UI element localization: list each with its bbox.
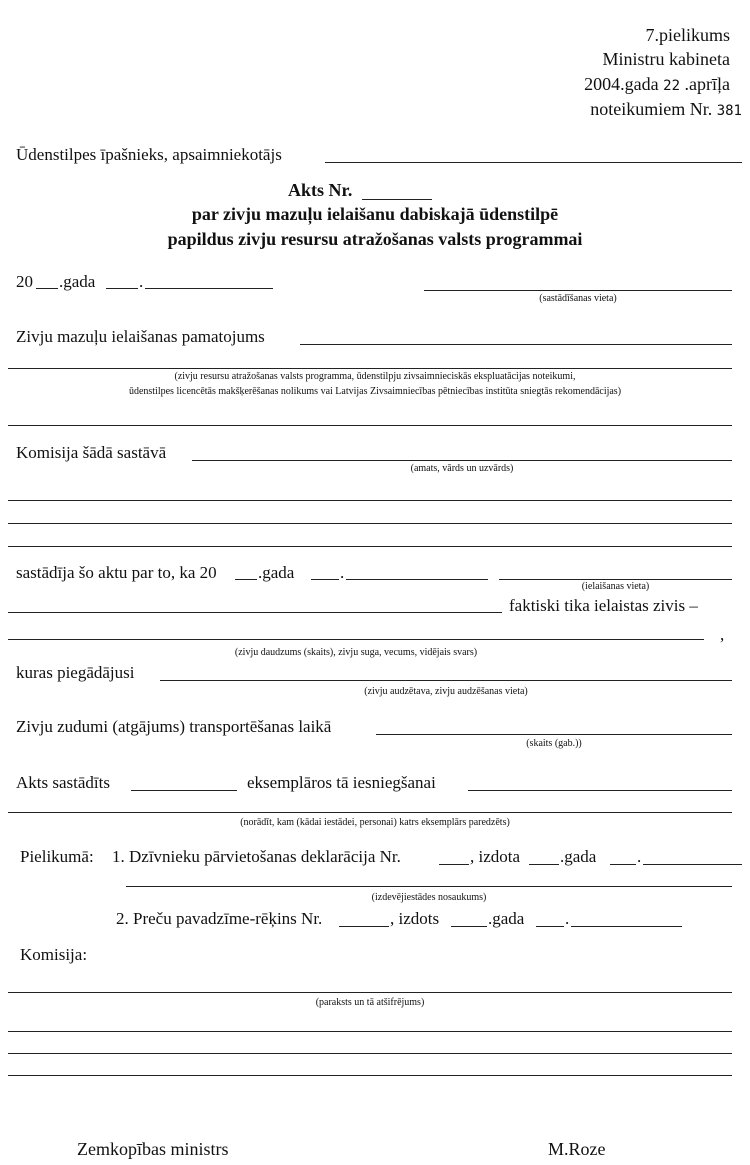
losses-field[interactable] bbox=[376, 734, 732, 735]
supplied-field[interactable] bbox=[160, 680, 732, 681]
annex-regulation-label: noteikumiem Nr. bbox=[590, 99, 713, 119]
basis-field[interactable] bbox=[300, 344, 732, 345]
declaration-month-field[interactable] bbox=[643, 864, 742, 865]
signature-field-2[interactable] bbox=[8, 1031, 732, 1032]
copies-count-field[interactable] bbox=[131, 790, 237, 791]
commission-hint: (amats, vārds un uzvārds) bbox=[410, 463, 514, 474]
date-gada: .gada bbox=[59, 272, 96, 291]
copies-label-b: eksemplāros tā iesniegšanai bbox=[247, 773, 436, 792]
released-field[interactable] bbox=[8, 612, 502, 613]
attachment-2-izdots: , izdots bbox=[390, 909, 440, 928]
annex-regulation bbox=[590, 100, 742, 118]
attachment-1-dot: . bbox=[637, 847, 642, 866]
date-year-field[interactable] bbox=[36, 288, 58, 289]
invoice-year-field[interactable] bbox=[451, 926, 487, 927]
annex-number: 7.pielikums bbox=[645, 25, 730, 45]
compiled-dot: . bbox=[340, 563, 345, 582]
basis-hint-2: ūdenstilpes licencētās makšķerēšanas nolikums vai Latvijas Zivsaimniecības pētniecības institūta sniegtās rekomendācijas) bbox=[128, 386, 622, 397]
compiled-year-field[interactable] bbox=[235, 579, 257, 580]
released-text: faktiski tika ielaistas zivis – bbox=[509, 596, 698, 615]
annex-regulation-number: 381 bbox=[716, 103, 742, 119]
attachment-2-text: 2. Preču pavadzīme-rēķins Nr. bbox=[116, 909, 323, 928]
declaration-day-field[interactable] bbox=[610, 864, 636, 865]
signature-field-4[interactable] bbox=[8, 1075, 732, 1076]
copies-recipient-field-2[interactable] bbox=[8, 812, 732, 813]
attachment-2-dot: . bbox=[565, 909, 570, 928]
attachment-1-izdota: , izdota bbox=[470, 847, 521, 866]
annex-cabinet: Ministru kabineta bbox=[602, 49, 730, 69]
invoice-day-field[interactable] bbox=[536, 926, 564, 927]
compiled-month-field[interactable] bbox=[346, 579, 488, 580]
compiled-gada: .gada bbox=[258, 563, 295, 582]
minister-title: Zemkopības ministrs bbox=[77, 1139, 229, 1159]
compiled-text: sastādīja šo aktu par to, ka 20 bbox=[16, 563, 217, 582]
copies-label-a: Akts sastādīts bbox=[16, 773, 110, 792]
basis-field-3[interactable] bbox=[8, 425, 732, 426]
commission-label: Komisija šādā sastāvā bbox=[16, 443, 167, 462]
attachment-1-gada: .gada bbox=[560, 847, 597, 866]
losses-label: Zivju zudumi (atgājums) transportēšanas laikā bbox=[16, 717, 332, 736]
commission-field-3[interactable] bbox=[8, 523, 732, 524]
losses-hint: (skaits (gab.)) bbox=[526, 738, 582, 749]
attachment-2-gada: .gada bbox=[488, 909, 525, 928]
release-place-hint: (ielaišanas vieta) bbox=[581, 581, 650, 592]
date-month-field[interactable] bbox=[145, 288, 273, 289]
signature-field-3[interactable] bbox=[8, 1053, 732, 1054]
copies-recipient-field[interactable] bbox=[468, 790, 732, 791]
signature-hint: (paraksts un tā atšifrējums) bbox=[315, 997, 425, 1008]
signature-field-1[interactable] bbox=[8, 992, 732, 993]
supplied-hint: (zivju audzētava, zivju audzēšanas vieta) bbox=[364, 686, 528, 697]
basis-field-2[interactable] bbox=[8, 368, 732, 369]
declaration-year-field[interactable] bbox=[529, 864, 559, 865]
fish-comma: , bbox=[720, 625, 725, 644]
fish-hint: (zivju daudzums (skaits), zivju suga, vecums, vidējais svars) bbox=[234, 647, 478, 658]
commission-sign-label: Komisija: bbox=[20, 945, 88, 964]
supplied-label: kuras piegādājusi bbox=[16, 663, 135, 682]
minister-name: M.Roze bbox=[548, 1139, 606, 1159]
annex-date-day: 22 bbox=[663, 78, 681, 94]
attachment-1-text: 1. Dzīvnieku pārvietošanas deklarācija Nr. bbox=[112, 847, 401, 866]
invoice-number-field[interactable] bbox=[339, 926, 389, 927]
title-line2: par zivju mazuļu ielaišanu dabiskajā ūdenstilpē bbox=[191, 204, 559, 224]
owner-label: Ūdenstilpes īpašnieks, apsaimniekotājs bbox=[16, 145, 282, 164]
fish-details-field[interactable] bbox=[8, 639, 704, 640]
annex-date-year: 2004.gada bbox=[584, 74, 659, 94]
place-hint: (sastādīšanas vieta) bbox=[539, 293, 617, 304]
place-field[interactable] bbox=[424, 290, 732, 291]
date-dot: . bbox=[139, 272, 144, 291]
commission-field-4[interactable] bbox=[8, 546, 732, 547]
akts-number-field[interactable] bbox=[362, 199, 432, 200]
annex-date-month: .aprīļa bbox=[684, 74, 730, 94]
basis-label: Zivju mazuļu ielaišanas pamatojums bbox=[16, 327, 265, 346]
annex-date bbox=[584, 75, 730, 93]
declaration-number-field[interactable] bbox=[439, 864, 469, 865]
invoice-month-field[interactable] bbox=[571, 926, 682, 927]
date-day-field[interactable] bbox=[106, 288, 138, 289]
compiled-day-field[interactable] bbox=[311, 579, 339, 580]
title-akts: Akts Nr. bbox=[288, 180, 353, 200]
issuer-field[interactable] bbox=[126, 886, 732, 887]
issuer-hint: (izdevējiestādes nosaukums) bbox=[371, 892, 487, 903]
copies-hint: (norādīt, kam (kādai iestādei, personai) katrs eksemplārs paredzēts) bbox=[240, 817, 510, 828]
commission-field-2[interactable] bbox=[8, 500, 732, 501]
attachments-label: Pielikumā: bbox=[20, 847, 94, 866]
basis-hint-1: (zivju resursu atražošanas valsts programma, ūdenstilpju zivsaimnieciskās ekspluatācijas noteikumi, bbox=[174, 371, 576, 382]
title-line3: papildus zivju resursu atražošanas valsts programmai bbox=[167, 229, 583, 249]
release-place-field[interactable] bbox=[499, 579, 732, 580]
date-year-prefix: 20 bbox=[16, 272, 33, 291]
commission-field[interactable] bbox=[192, 460, 732, 461]
owner-field[interactable] bbox=[325, 162, 742, 163]
